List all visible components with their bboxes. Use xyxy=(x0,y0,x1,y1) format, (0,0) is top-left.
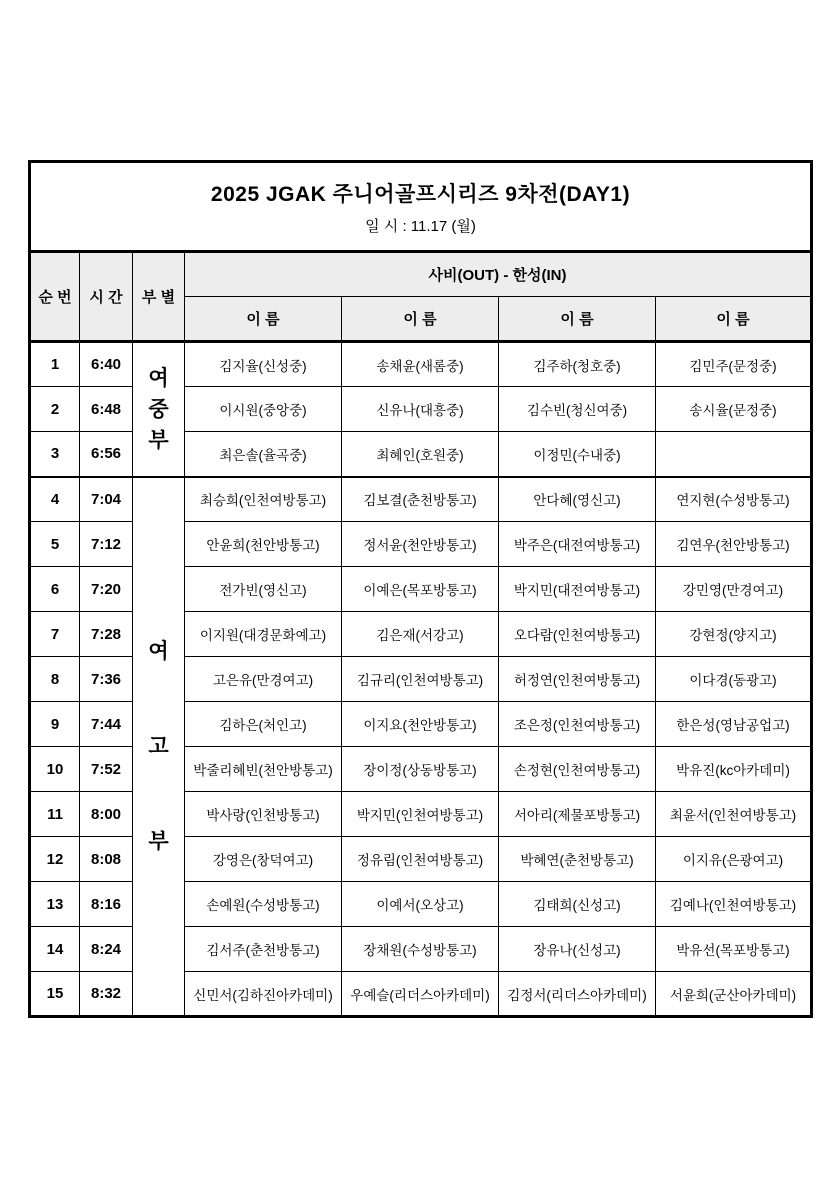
row-number: 14 xyxy=(30,927,80,972)
player-cell: 김하은(처인고) xyxy=(185,702,342,747)
player-cell: 박유선(목포방통고) xyxy=(656,927,812,972)
player-cell: 허정연(인천여방통고) xyxy=(499,657,656,702)
row-number: 15 xyxy=(30,972,80,1017)
player-cell: 강민영(만경여고) xyxy=(656,567,812,612)
player-cell: 최승희(인천여방통고) xyxy=(185,477,342,522)
player-cell: 장유나(신성고) xyxy=(499,927,656,972)
event-date: 일 시 : 11.17 (월) xyxy=(365,217,476,235)
tee-time: 8:32 xyxy=(80,972,133,1017)
player-cell: 우예슬(리더스아카데미) xyxy=(342,972,499,1017)
player-cell: 김보결(춘천방통고) xyxy=(342,477,499,522)
row-number: 9 xyxy=(30,702,80,747)
header-name-4: 이 름 xyxy=(656,297,812,342)
player-cell: 안윤희(천안방통고) xyxy=(185,522,342,567)
player-cell: 김민주(문정중) xyxy=(656,342,812,387)
player-cell: 박지민(인천여방통고) xyxy=(342,792,499,837)
player-cell: 김예나(인천여방통고) xyxy=(656,882,812,927)
player-cell: 신민서(김하진아카데미) xyxy=(185,972,342,1017)
player-cell: 이정민(수내중) xyxy=(499,432,656,477)
header-name-3: 이 름 xyxy=(499,297,656,342)
player-cell: 장이정(상동방통고) xyxy=(342,747,499,792)
header-time: 시 간 xyxy=(80,252,133,342)
player-cell: 정유림(인천여방통고) xyxy=(342,837,499,882)
player-cell: 송시율(문정중) xyxy=(656,387,812,432)
tee-time: 6:56 xyxy=(80,432,133,477)
player-cell: 이지원(대경문화예고) xyxy=(185,612,342,657)
row-number: 11 xyxy=(30,792,80,837)
player-cell: 김은재(서강고) xyxy=(342,612,499,657)
player-cell: 김정서(리더스아카데미) xyxy=(499,972,656,1017)
division-label-yeojung: 여 중 부 xyxy=(133,342,185,477)
tee-time: 7:20 xyxy=(80,567,133,612)
row-number: 4 xyxy=(30,477,80,522)
tee-time-sheet xyxy=(28,160,813,1018)
table-row xyxy=(30,342,812,387)
player-cell: 한은성(영남공업고) xyxy=(656,702,812,747)
player-cell: 이지유(은광여고) xyxy=(656,837,812,882)
tee-time: 8:24 xyxy=(80,927,133,972)
tee-time: 8:16 xyxy=(80,882,133,927)
player-cell: 신유나(대흥중) xyxy=(342,387,499,432)
player-cell: 이지요(천안방통고) xyxy=(342,702,499,747)
player-cell: 박줄리혜빈(천안방통고) xyxy=(185,747,342,792)
tee-time: 7:04 xyxy=(80,477,133,522)
header-no: 순 번 xyxy=(30,252,80,342)
title-block xyxy=(30,162,812,252)
table-row xyxy=(30,477,812,522)
row-number: 3 xyxy=(30,432,80,477)
player-cell: 최윤서(인천여방통고) xyxy=(656,792,812,837)
row-number: 12 xyxy=(30,837,80,882)
tee-time: 7:12 xyxy=(80,522,133,567)
player-cell: 이시원(중앙중) xyxy=(185,387,342,432)
player-cell: 서아리(제물포방통고) xyxy=(499,792,656,837)
row-number: 6 xyxy=(30,567,80,612)
header-course: 사비(OUT) - 한성(IN) xyxy=(185,252,812,297)
player-cell: 박사랑(인천방통고) xyxy=(185,792,342,837)
player-cell: 최혜인(호원중) xyxy=(342,432,499,477)
player-cell: 안다혜(영신고) xyxy=(499,477,656,522)
player-cell: 박유진(kc아카데미) xyxy=(656,747,812,792)
page-title: 2025 JGAK 주니어골프시리즈 9차전(DAY1) xyxy=(210,182,631,206)
player-cell: 김서주(춘천방통고) xyxy=(185,927,342,972)
tee-time: 7:44 xyxy=(80,702,133,747)
division-label-yeogo: 여 고 부 xyxy=(133,477,185,1017)
player-cell: 김주하(청호중) xyxy=(499,342,656,387)
header-name-1: 이 름 xyxy=(185,297,342,342)
header-name-2: 이 름 xyxy=(342,297,499,342)
player-cell: 강현정(양지고) xyxy=(656,612,812,657)
tee-time: 8:00 xyxy=(80,792,133,837)
tee-time: 8:08 xyxy=(80,837,133,882)
player-cell: 손예원(수성방통고) xyxy=(185,882,342,927)
row-number: 5 xyxy=(30,522,80,567)
tee-time: 7:36 xyxy=(80,657,133,702)
player-cell: 연지현(수성방통고) xyxy=(656,477,812,522)
player-cell: 강영은(창덕여고) xyxy=(185,837,342,882)
header-division: 부 별 xyxy=(133,252,185,342)
row-number: 8 xyxy=(30,657,80,702)
player-cell: 이다경(동광고) xyxy=(656,657,812,702)
player-cell: 김연우(천안방통고) xyxy=(656,522,812,567)
schedule-table xyxy=(28,160,813,1018)
tee-time: 6:40 xyxy=(80,342,133,387)
player-cell: 김태희(신성고) xyxy=(499,882,656,927)
player-cell xyxy=(656,432,812,477)
player-cell: 오다람(인천여방통고) xyxy=(499,612,656,657)
player-cell: 서윤희(군산아카데미) xyxy=(656,972,812,1017)
player-cell: 손정현(인천여방통고) xyxy=(499,747,656,792)
player-cell: 김규리(인천여방통고) xyxy=(342,657,499,702)
row-number: 10 xyxy=(30,747,80,792)
tee-time: 7:28 xyxy=(80,612,133,657)
row-number: 1 xyxy=(30,342,80,387)
tee-time: 7:52 xyxy=(80,747,133,792)
row-number: 2 xyxy=(30,387,80,432)
player-cell: 박혜연(춘천방통고) xyxy=(499,837,656,882)
player-cell: 이예서(오상고) xyxy=(342,882,499,927)
player-cell: 김수빈(청신여중) xyxy=(499,387,656,432)
player-cell: 전가빈(영신고) xyxy=(185,567,342,612)
tee-time: 6:48 xyxy=(80,387,133,432)
player-cell: 이예은(목포방통고) xyxy=(342,567,499,612)
row-number: 7 xyxy=(30,612,80,657)
player-cell: 김지율(신성중) xyxy=(185,342,342,387)
player-cell: 송채윤(새롬중) xyxy=(342,342,499,387)
player-cell: 고은유(만경여고) xyxy=(185,657,342,702)
player-cell: 최은솔(율곡중) xyxy=(185,432,342,477)
row-number: 13 xyxy=(30,882,80,927)
player-cell: 박지민(대전여방통고) xyxy=(499,567,656,612)
player-cell: 장채원(수성방통고) xyxy=(342,927,499,972)
player-cell: 정서윤(천안방통고) xyxy=(342,522,499,567)
player-cell: 조은정(인천여방통고) xyxy=(499,702,656,747)
player-cell: 박주은(대전여방통고) xyxy=(499,522,656,567)
